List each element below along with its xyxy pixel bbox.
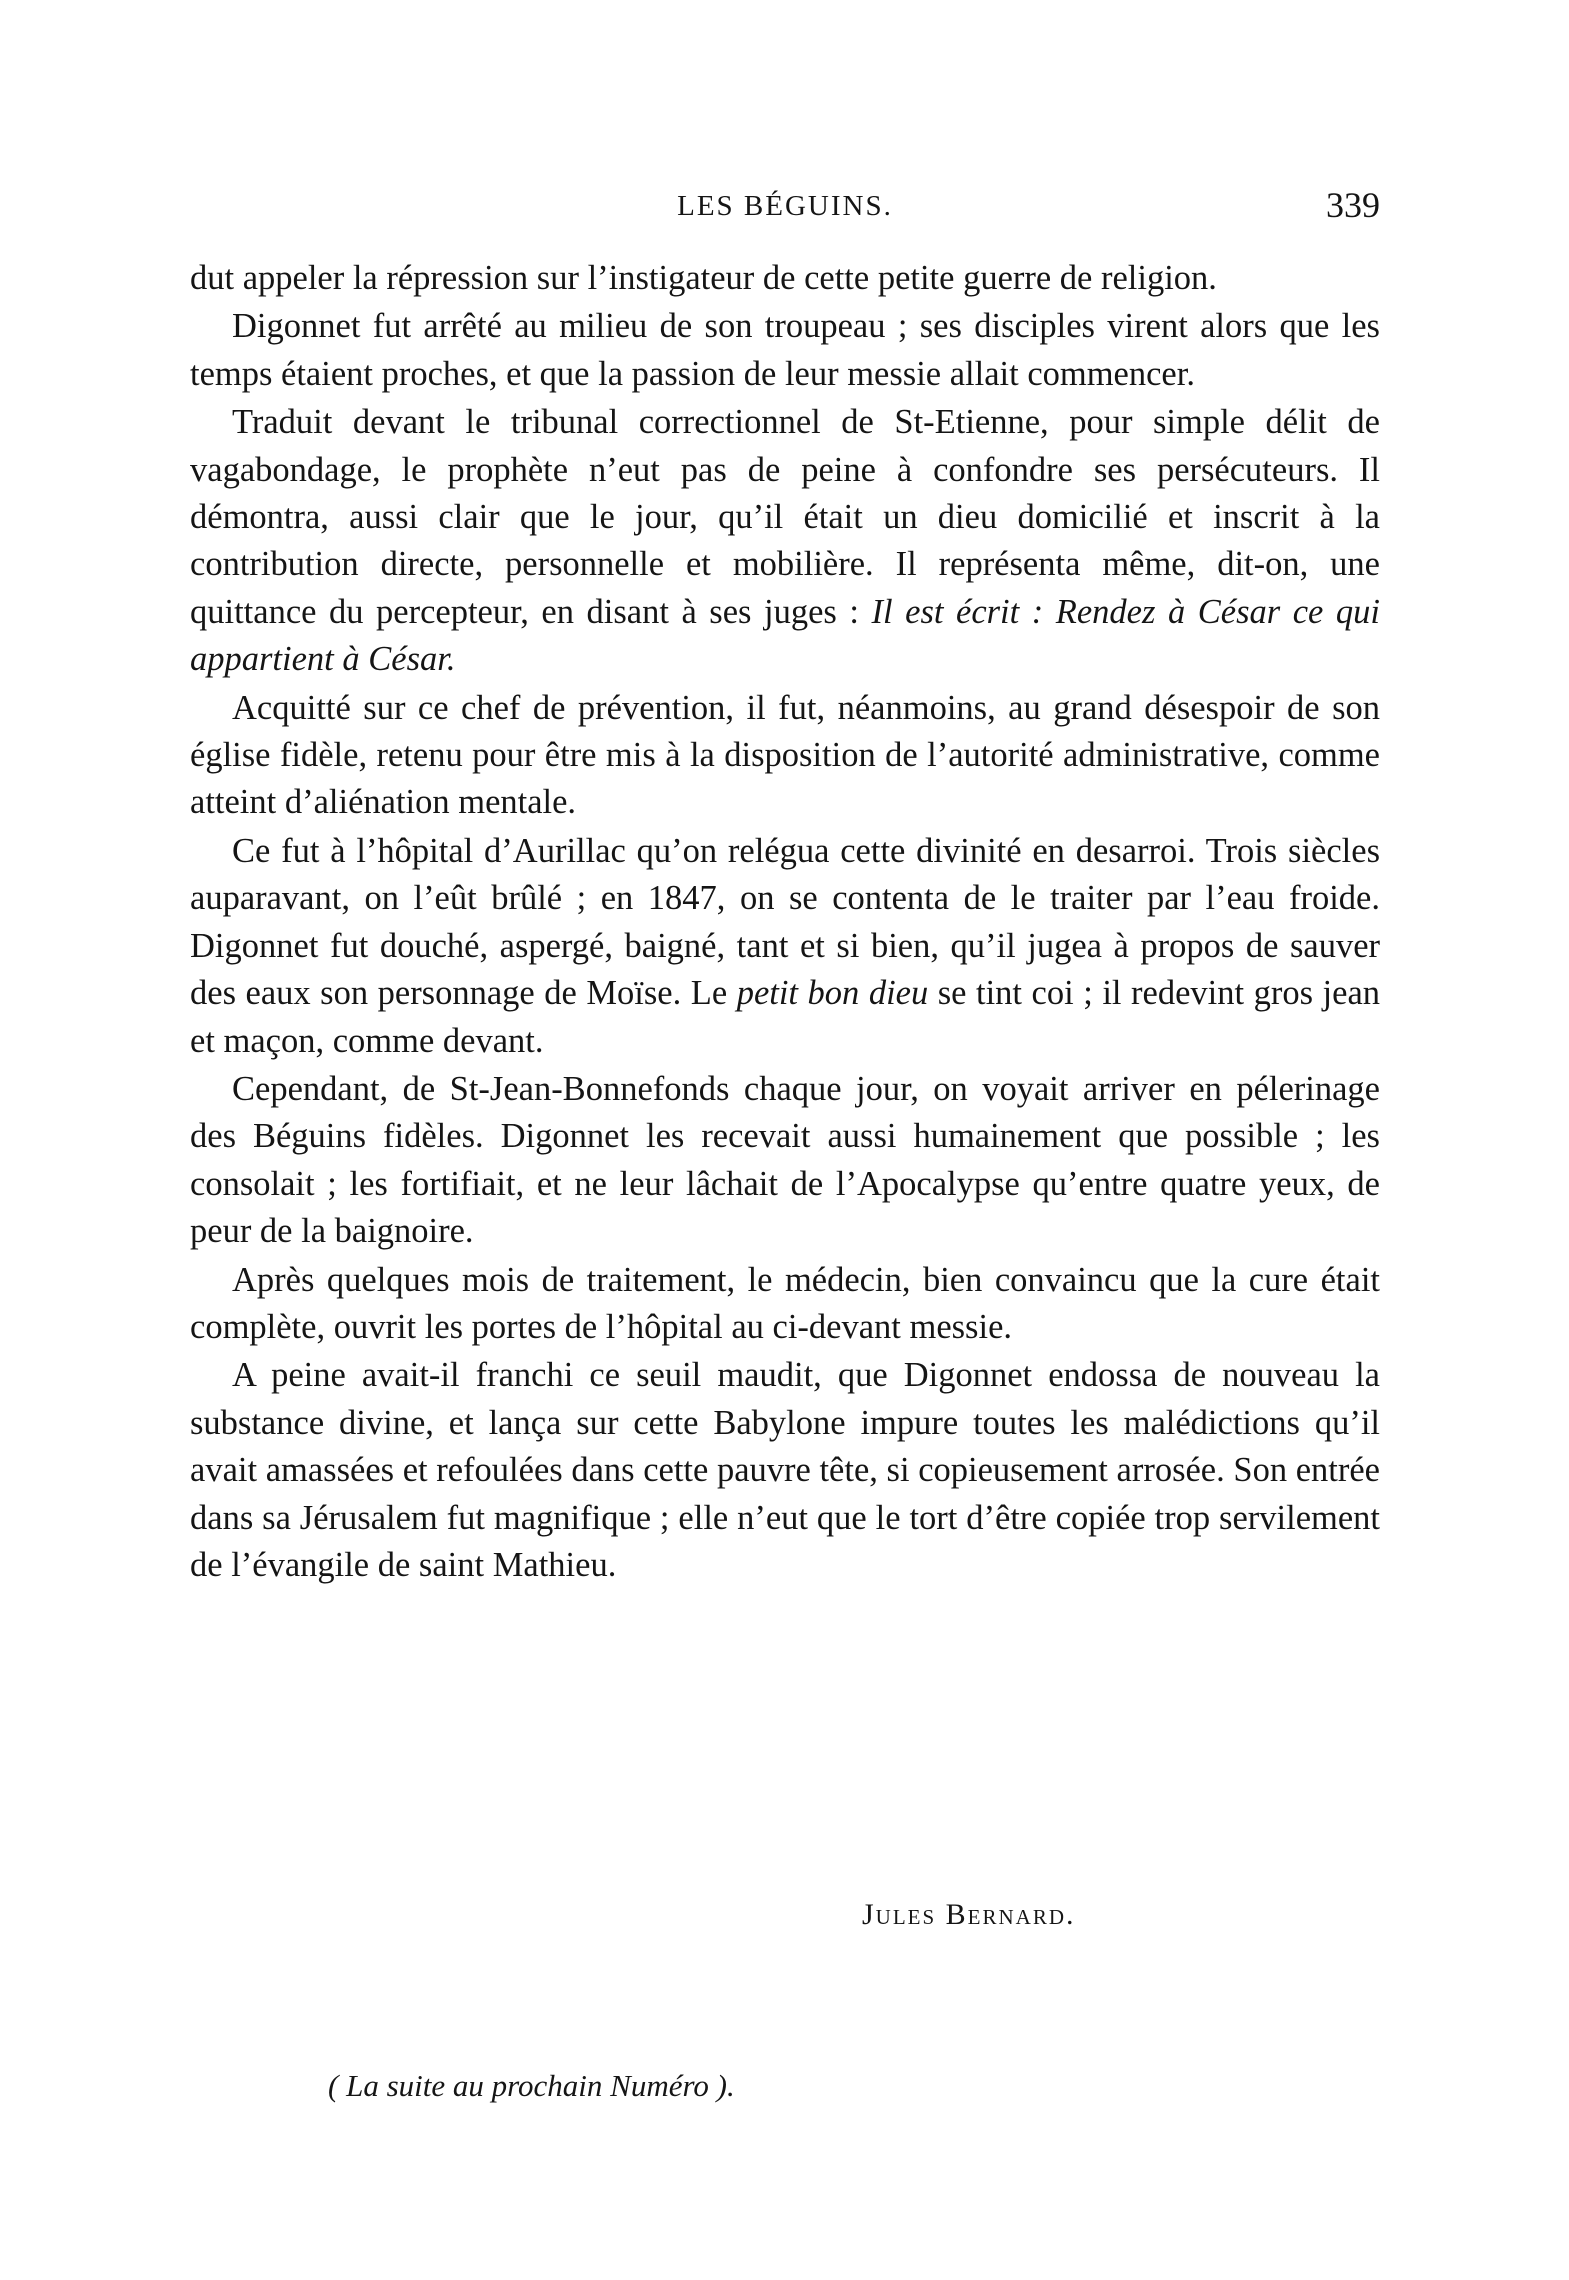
paragraph-7: Après quelques mois de traitement, le médecin, bien convaincu que la cure était complète, ouvrit les portes de l’hôpital au ci-devant messie. bbox=[190, 1260, 1380, 1346]
paragraph-5-italic: petit bon dieu bbox=[736, 974, 929, 1013]
body-text bbox=[190, 255, 1380, 1589]
paragraph-3-text: Traduit devant le tribunal correctionnel de St-Etienne, pour simple délit de vagabondage, le prophète n’eut pas de peine à confondre ses persécuteurs. Il démontra, aussi clair que le jour, qu’il était un dieu domicilié et inscrit à la contribution directe, personnelle et mobilière. Il représenta même, dit-on, une quittance du percepteur, en disant à ses juges : bbox=[190, 403, 1380, 631]
paragraph-5-text-start: Ce fut à l’hôpital d’Aurillac qu’on reléguа cette divinité en desarroi. Trois siècles auparavant, on l’eût brûlé ; en 1847, on se contenta de le traiter par l’eau froide. Digonnet fut douché, aspergé, baigné, tant et si bien, qu’il jugea à propos de sauver des eaux son personnage de Moïse. Le bbox=[190, 831, 1380, 1013]
author-signature: Jules Bernard. bbox=[862, 1898, 1076, 1931]
paragraph-4: Acquitté sur ce chef de prévention, il fut, néanmoins, au grand désespoir de son église fidèle, retenu pour être mis à la disposition de l’autorité administrative, comme atteint d’aliénation mentale. bbox=[190, 688, 1380, 822]
paragraph-1: dut appeler la répression sur l’instigateur de cette petite guerre de religion. bbox=[190, 259, 1217, 297]
paragraph-6: Cependant, de St-Jean-Bonnefonds chaque jour, on voyait arriver en pélerinage des Béguins fidèles. Digonnet les recevait aussi humainement que possible ; les consolait ; les fortifiait, et ne leur lâchait de l’Apocalypse qu’entre quatre yeux, de peur de la baignoire. bbox=[190, 1069, 1380, 1251]
paragraph-3-quote: Il est écrit : Rendez à César ce qui appartient à César. bbox=[190, 592, 1380, 679]
paragraph-3 bbox=[190, 399, 1380, 683]
continued-note: ( La suite au prochain Numéro ). bbox=[328, 2068, 735, 2103]
paragraph-5 bbox=[190, 828, 1380, 1065]
paragraph-8: A peine avait-il franchi ce seuil maudit, que Digonnet endossa de nouveau la substance divine, et lança sur cette Babylone impure toutes les malédictions qu’il avait amassées et refoulées dans cette pauvre tête, si copieusement arrosée. Son entrée dans sa Jérusalem fut magnifique ; elle n’eut que le tort d’être copiée trop servilement de l’évangile de saint Mathieu. bbox=[190, 1356, 1380, 1584]
page-number: 339 bbox=[1326, 185, 1380, 225]
running-title: LES BÉGUINS. bbox=[677, 190, 893, 222]
paragraph-2: Digonnet fut arrêté au milieu de son troupeau ; ses disciples virent alors que les temps étaient proches, et que la passion de leur messie allait commencer. bbox=[190, 307, 1380, 393]
page-header bbox=[190, 185, 1380, 238]
paragraph-5-text-end: se tint coi ; il redevint gros jean et maçon, comme devant. bbox=[190, 974, 1381, 1060]
